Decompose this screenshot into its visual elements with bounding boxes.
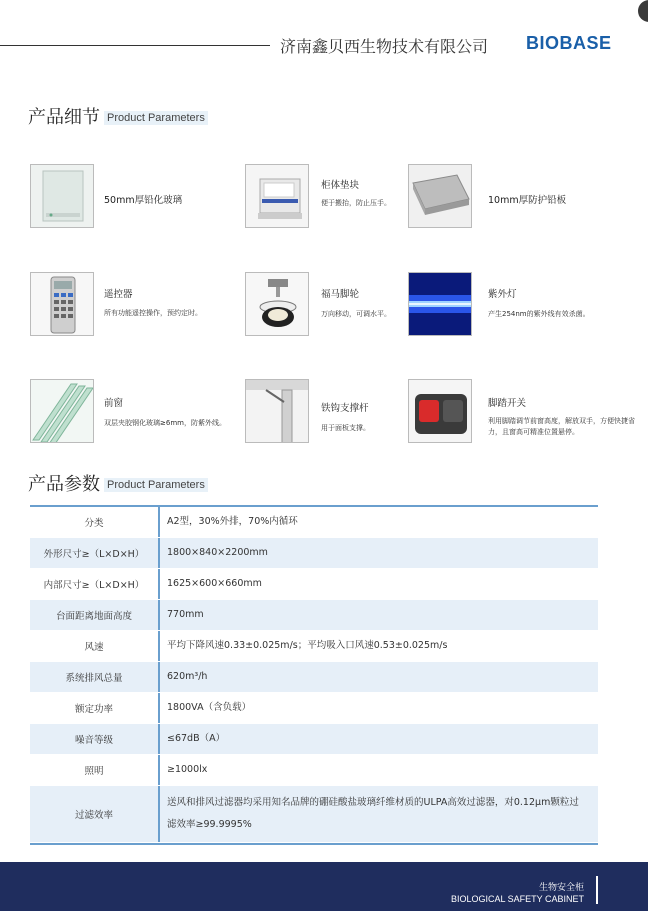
section-title-cn: 产品参数 [28,474,100,495]
param-label: 额定功率 [74,704,113,715]
table-row [30,786,598,843]
support-rod-image [245,379,309,443]
param-value: 送风和排风过滤器均采用知名品牌的硼硅酸盐玻璃纤维材质的ULPA高效过滤器，对0.12μm颗粒过滤效率≥99.9995% [167,797,579,830]
param-value: 1800VA（含负载） [167,702,252,713]
feature-desc: 万向移动，可调水平。 [321,310,391,318]
table-row [30,662,598,693]
feature-desc: 用于面板支撑。 [321,424,370,432]
feature-title: 10mm厚防护铅板 [488,195,567,206]
feature-title: 脚踏开关 [488,398,527,409]
remote-control-image [30,272,94,336]
param-value: A2型，30%外排，70%内循环 [167,516,298,527]
param-label: 内部尺寸≥（L×D×H） [43,580,145,591]
feature-desc: 产生254nm的紫外线有效杀菌。 [488,310,590,318]
header-rule [0,45,270,46]
company-name: 济南鑫贝西生物技术有限公司 [280,37,489,56]
feature-desc: 双层夹胶钢化玻璃≥6mm，防紫外线。 [104,419,226,427]
table-row [30,755,598,786]
param-label: 系统排风总量 [65,673,123,684]
foot-switch-image [408,379,472,443]
feature-title: 铁钩支撑杆 [321,403,369,414]
feature-title: 福马脚轮 [321,289,360,300]
param-value: 1800×840×2200mm [167,547,268,558]
uv-lamp-image [408,272,472,336]
param-label: 台面距离地面高度 [55,611,132,622]
params-table [30,505,598,845]
table-row [30,538,598,569]
feature-title: 紫外灯 [488,289,517,300]
param-value: 平均下降风速0.33±0.025m/s；平均吸入口风速0.53±0.025m/s [167,640,448,651]
param-value: ≤67dB（A） [167,733,226,744]
param-label: 分类 [84,518,104,529]
table-row [30,693,598,724]
param-label: 过滤效率 [74,810,113,821]
section-title-en: Product Parameters [104,111,208,125]
feature-desc: 利用脚踏调节前窗高度，解放双手，方便快捷省力，且窗高可精准位置悬停。 [488,417,635,436]
footer-product-cn: 生物安全柜 [538,883,584,893]
table-row [30,724,598,755]
corner-marker [638,0,648,22]
feature-title: 遥控器 [104,289,133,300]
front-window-image [30,379,94,443]
param-label: 风速 [84,642,104,653]
param-label: 照明 [84,766,104,777]
param-value: ≥1000lx [167,764,208,775]
feature-title: 前窗 [104,398,124,409]
param-label: 外形尺寸≥（L×D×H） [43,549,145,560]
table-row [30,631,598,662]
feature-desc: 所有功能遥控操作，预约定时。 [104,309,202,317]
glass-panel-image [30,164,94,228]
section-title-details [28,103,208,129]
table-row [30,569,598,600]
footer-divider [596,876,598,904]
table-row [30,600,598,631]
section-title-params [28,470,208,496]
lead-plate-image [408,164,472,228]
table-row [30,507,598,538]
section-title-en: Product Parameters [104,478,208,492]
section-title-cn: 产品细节 [28,107,100,128]
table-bottom-rule [30,843,598,845]
cabinet-image [245,164,309,228]
param-label: 噪音等级 [74,735,113,746]
brand-logo: BIOBASE [526,33,612,53]
feature-title: 50mm厚铅化玻璃 [104,195,183,206]
feature-title: 柜体垫块 [321,180,360,191]
param-value: 770mm [167,609,204,620]
param-value: 620m³/h [167,671,208,682]
caster-wheel-image [245,272,309,336]
footer-product-en: BIOLOGICAL SAFETY CABINET [450,894,584,904]
feature-desc: 便于搬抬，防止压手。 [321,199,391,207]
param-value: 1625×600×660mm [167,578,262,589]
